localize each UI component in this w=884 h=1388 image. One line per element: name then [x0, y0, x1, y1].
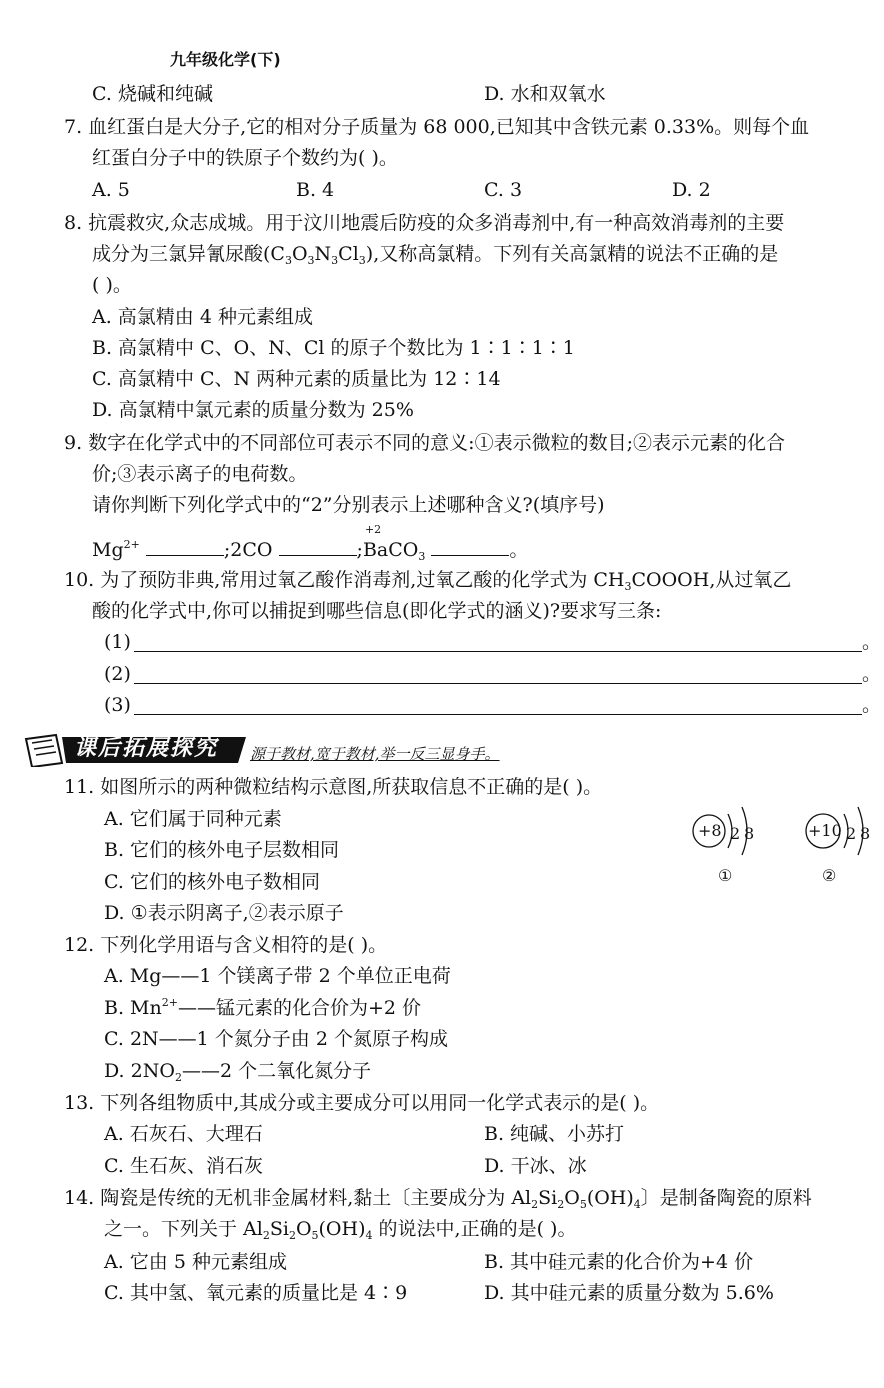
q11-option-c: C. 它们的核外电子数相同: [104, 871, 320, 893]
q11-option-b: B. 它们的核外电子层数相同: [104, 839, 340, 861]
q9-blank-1[interactable]: [146, 537, 224, 556]
q6-option-c: C. 烧碱和纯碱: [92, 83, 213, 105]
atom-1-shell-2: 8: [744, 824, 755, 843]
q9-blank-2[interactable]: [279, 537, 357, 556]
q10-blank-label-2: (2): [104, 663, 131, 685]
q10-answer-line-2[interactable]: [134, 683, 862, 684]
q14-option-a: A. 它由 5 种元素组成: [104, 1251, 287, 1273]
q9-line2: 价;③表示离子的电荷数。: [92, 463, 308, 485]
q7-option-c: C. 3: [484, 179, 523, 201]
q9-blank-3[interactable]: [431, 537, 509, 556]
q10-answer-line-3[interactable]: [134, 714, 862, 715]
q8-option-b: B. 高氯精中 C、O、N、Cl 的原子个数比为 1∶1∶1∶1: [92, 337, 575, 359]
q9-formulas: $Mg^{2+}$ ;2CO ; +2 BaCO$_3$ 。: [92, 523, 529, 563]
q12-option-a: A. Mg——1 个镁离子带 2 个单位正电荷: [104, 965, 451, 987]
q11-line1: 11. 如图所示的两种微粒结构示意图,所获取信息不正确的是( )。: [64, 776, 603, 798]
q12-option-d: D. $2NO_2——2$ 个二氧化氮分子: [104, 1060, 372, 1084]
q13-option-a: A. 石灰石、大理石: [104, 1123, 263, 1145]
atom-1-label: ①: [718, 866, 733, 885]
section-title: 课后拓展探究: [74, 736, 219, 761]
q13-line1: 13. 下列各组物质中,其成分或主要成分可以用同一化学式表示的是( )。: [64, 1092, 660, 1114]
q14-line2: 之一。下列关于 $Al_2Si_2O_5(OH)_4$ 的说法中,正确的是( )。: [104, 1218, 577, 1242]
atom-2-nucleus: +10: [808, 821, 842, 840]
q10-blank-label-3: (3): [104, 694, 131, 716]
q11-option-d: D. ①表示阴离子,②表示原子: [104, 902, 344, 924]
atom-diagram-1: [690, 804, 760, 886]
q14-option-d: D. 其中硅元素的质量分数为 5.6%: [484, 1282, 774, 1304]
atom-1-shell-1: 2: [730, 824, 741, 843]
q12-line1: 12. 下列化学用语与含义相符的是( )。: [64, 934, 388, 956]
q7-option-d: D. 2: [672, 179, 711, 201]
page-header: 九年级化学(下): [170, 50, 281, 69]
q12-option-b: B. $Mn^{2+}——$锰元素的化合价为+2 价: [104, 996, 422, 1019]
q7-line1: 7. 血红蛋白是大分子,它的相对分子质量为 68 000,已知其中含铁元素 0.33%。则每个血: [64, 116, 810, 138]
q10-period-1: 。: [862, 631, 882, 653]
q8-line3: ( )。: [92, 274, 132, 296]
atom-2-shell-1: 2: [846, 824, 857, 843]
q9-line3: 请你判断下列化学式中的“2”分别表示上述哪种含义?(填序号): [92, 494, 605, 516]
q8-line2: 成分为三氯异氰尿酸$(C_3O_3N_3Cl_3)$,又称高氯精。下列有关高氯精的说法不正确的是: [92, 243, 779, 267]
q9-line1: 9. 数字在化学式中的不同部位可表示不同的意义:①表示微粒的数目;②表示元素的化合: [64, 432, 785, 454]
q13-option-d: D. 干冰、冰: [484, 1155, 587, 1177]
q6-option-d: D. 水和双氧水: [484, 83, 606, 105]
q8-line1: 8. 抗震救灾,众志成城。用于汶川地震后防疫的众多消毒剂中,有一种高效消毒剂的主要: [64, 212, 785, 234]
atom-2-shell-2: 8: [860, 824, 871, 843]
section-banner: [22, 733, 250, 767]
q10-line1: 10. 为了预防非典,常用过氧乙酸作消毒剂,过氧乙酸的化学式为 $CH_3COOOH$,从过氧乙: [64, 569, 792, 593]
q8-option-c: C. 高氯精中 C、N 两种元素的质量比为 12∶14: [92, 368, 501, 390]
atom-2-label: ②: [822, 866, 837, 885]
q8-option-d: D. 高氯精中氯元素的质量分数为 25%: [92, 399, 414, 421]
q14-line1: 14. 陶瓷是传统的无机非金属材料,黏土〔主要成分为 $Al_2Si_2O_5(OH)_4$〕是制备陶瓷的原料: [64, 1187, 812, 1211]
q10-blank-label-1: (1): [104, 631, 131, 653]
q13-option-b: B. 纯碱、小苏打: [484, 1123, 625, 1145]
q7-line2: 红蛋白分子中的铁原子个数约为( )。: [92, 147, 398, 169]
q10-answer-line-1[interactable]: [134, 651, 862, 652]
q11-option-a: A. 它们属于同种元素: [104, 808, 282, 830]
q14-option-b: B. 其中硅元素的化合价为+4 价: [484, 1251, 754, 1273]
atom-diagram-2: [802, 804, 878, 886]
q10-line2: 酸的化学式中,你可以捕捉到哪些信息(即化学式的涵义)?要求写三条:: [92, 600, 662, 622]
atom-1-nucleus: +8: [698, 821, 722, 840]
q7-option-a: A. 5: [92, 179, 130, 201]
q8-option-a: A. 高氯精由 4 种元素组成: [92, 306, 313, 328]
q7-option-b: B. 4: [296, 179, 335, 201]
q13-option-c: C. 生石灰、消石灰: [104, 1155, 263, 1177]
q14-option-c: C. 其中氢、氧元素的质量比是 4∶9: [104, 1282, 408, 1304]
q12-option-c: C. 2N——1 个氮分子由 2 个氮原子构成: [104, 1028, 448, 1050]
q10-period-3: 。: [862, 694, 882, 716]
q10-period-2: 。: [862, 663, 882, 685]
section-subtitle: 源于教材,宽于教材,举一反三显身手。: [250, 745, 500, 763]
